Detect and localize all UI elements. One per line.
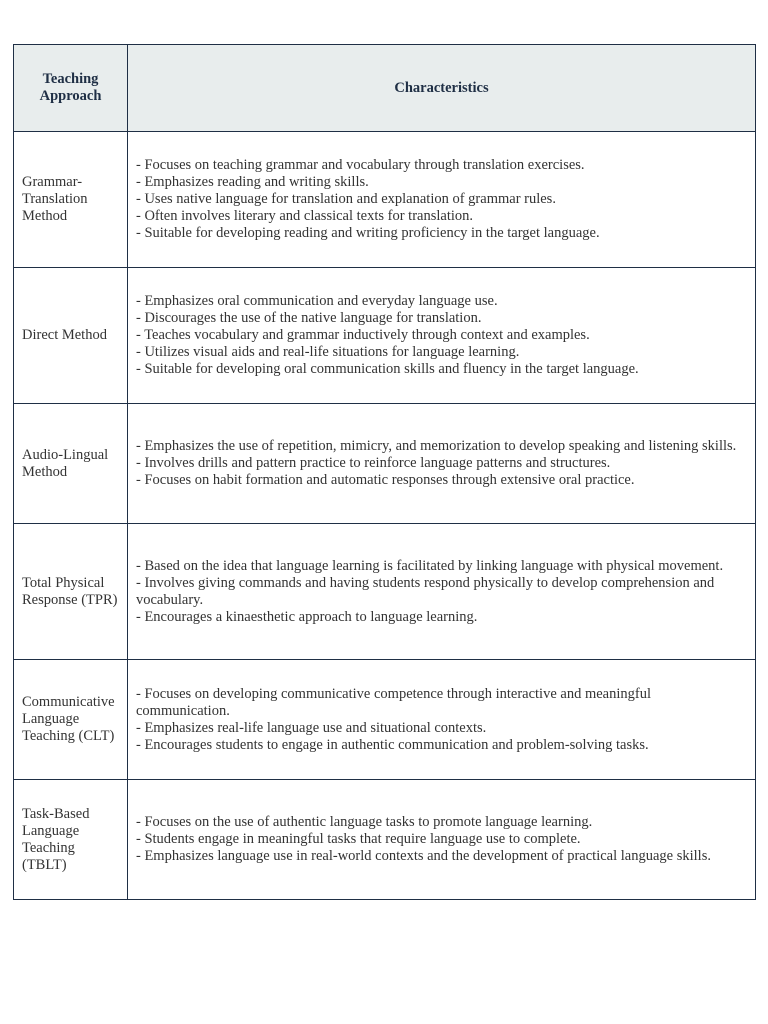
characteristic-item: - Involves drills and pattern practice to reinforce language patterns and structures.: [136, 455, 611, 471]
table-row: [14, 404, 756, 524]
table-row: [14, 524, 756, 660]
characteristics-cell: [128, 660, 756, 780]
characteristic-item: - Uses native language for translation and explanation of grammar rules.: [136, 191, 556, 207]
characteristic-item: - Based on the idea that language learning is facilitated by linking language with physical movement.: [136, 557, 724, 574]
table-header-row: [14, 45, 756, 132]
table-row: [14, 660, 756, 780]
header-teaching-approach: Teaching Approach: [14, 45, 128, 132]
characteristic-item: - Students engage in meaningful tasks that require language use to complete.: [136, 831, 581, 847]
characteristic-item: - Suitable for developing oral communication skills and fluency in the target language.: [136, 361, 639, 377]
characteristic-item: - Encourages students to engage in authentic communication and problem-solving tasks.: [136, 736, 649, 753]
approach-cell: Direct Method: [14, 268, 128, 404]
characteristic-item: - Involves giving commands and having students respond physically to develop comprehension and vocabulary.: [136, 574, 715, 608]
characteristic-item: - Emphasizes reading and writing skills.: [136, 174, 369, 190]
characteristic-item: - Utilizes visual aids and real-life situations for language learning.: [136, 344, 520, 360]
table-row: [14, 268, 756, 404]
table-row: [14, 132, 756, 268]
characteristic-item: - Focuses on developing communicative competence through interactive and meaningful communication.: [136, 685, 651, 719]
characteristics-cell: [128, 268, 756, 404]
characteristic-item: - Focuses on teaching grammar and vocabulary through translation exercises.: [136, 157, 585, 173]
characteristic-item: - Focuses on habit formation and automatic responses through extensive oral practice.: [136, 472, 635, 488]
characteristic-item: - Emphasizes real-life language use and situational contexts.: [136, 719, 487, 736]
characteristic-item: - Often involves literary and classical texts for translation.: [136, 208, 474, 224]
approach-cell: Grammar-Translation Method: [14, 132, 128, 268]
characteristic-item: - Suitable for developing reading and writing proficiency in the target language.: [136, 225, 600, 241]
characteristics-cell: [128, 780, 756, 900]
characteristics-cell: [128, 404, 756, 524]
table-row: [14, 780, 756, 900]
approach-cell: Task-Based Language Teaching (TBLT): [14, 780, 128, 900]
header-characteristics: Characteristics: [128, 45, 756, 132]
approach-cell: Audio-Lingual Method: [14, 404, 128, 524]
teaching-approaches-table: [13, 44, 756, 900]
characteristic-item: - Emphasizes language use in real-world contexts and the development of practical language skills.: [136, 848, 711, 864]
characteristic-item: - Discourages the use of the native language for translation.: [136, 310, 482, 326]
characteristic-item: - Emphasizes the use of repetition, mimicry, and memorization to develop speaking and listening skills.: [136, 438, 737, 454]
approach-cell: Communicative Language Teaching (CLT): [14, 660, 128, 780]
characteristic-item: - Encourages a kinaesthetic approach to language learning.: [136, 608, 478, 625]
approach-cell: Total Physical Response (TPR): [14, 524, 128, 660]
characteristic-item: - Emphasizes oral communication and everyday language use.: [136, 293, 498, 309]
characteristic-item: - Teaches vocabulary and grammar inductively through context and examples.: [136, 327, 590, 343]
characteristics-cell: [128, 132, 756, 268]
characteristics-cell: [128, 524, 756, 660]
characteristic-item: - Focuses on the use of authentic language tasks to promote language learning.: [136, 814, 593, 830]
